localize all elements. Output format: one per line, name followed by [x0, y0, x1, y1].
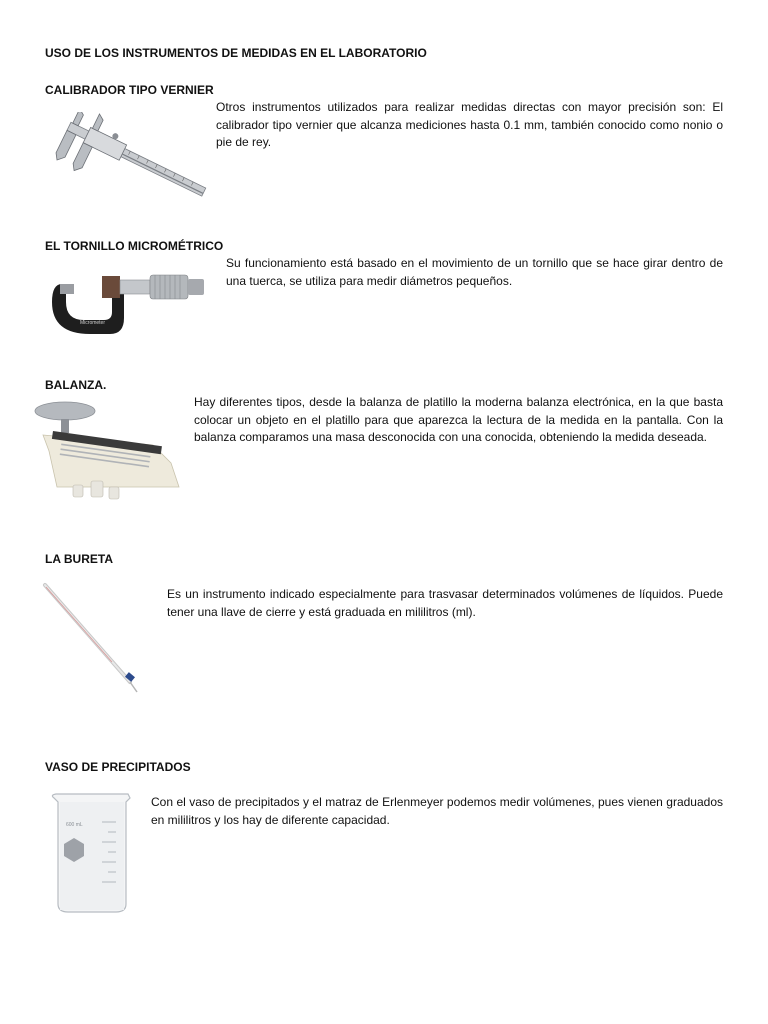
section-heading-burette: LA BURETA — [45, 552, 113, 566]
section-heading-vernier: CALIBRADOR TIPO VERNIER — [45, 83, 214, 97]
document-title: USO DE LOS INSTRUMENTOS DE MEDIDAS EN EL LABORATORIO — [45, 46, 427, 60]
section-heading-beaker: VASO DE PRECIPITADOS — [45, 760, 191, 774]
micrometer-image — [50, 262, 210, 342]
section-text-vernier: Otros instrumentos utilizados para realizar medidas directas con mayor precisión son: El calibrador tipo vernier que alcanza mediciones hasta 0.1 mm, también conocido como nonio o pie de rey. — [216, 100, 723, 149]
section-text-beaker: Con el vaso de precipitados y el matraz de Erlenmeyer podemos medir volúmenes, pues vienen graduados en mililitros y los hay de diferente capacidad. — [151, 795, 723, 827]
svg-text:600 mL: 600 mL — [66, 822, 83, 828]
vernier-caliper-image — [45, 112, 210, 217]
section-text-micrometer: Su funcionamiento está basado en el movimiento de un tornillo que se hace girar dentro de una tuerca, se utiliza para medir diámetros pequeños. — [226, 256, 723, 288]
section-text-balance: Hay diferentes tipos, desde la balanza de platillo la moderna balanza electrónica, en la que basta colocar un objeto en el platillo para que aparezca la lectura de la medida en la pantalla. Con la balanza comparamos una masa desconocida con una conocida, obteniendo la medida deseada. — [194, 395, 723, 444]
section-heading-balance: BALANZA. — [45, 378, 107, 392]
svg-text:Micrometer: Micrometer — [80, 320, 106, 326]
beaker-image — [50, 792, 135, 917]
section-heading-micrometer: EL TORNILLO MICROMÉTRICO — [45, 239, 224, 253]
burette-image — [42, 582, 142, 697]
section-text-burette: Es un instrumento indicado especialmente para trasvasar determinados volúmenes de líquidos. Puede tener una llave de cierre y está graduada en mililitros (ml). — [167, 587, 723, 619]
balance-image — [33, 393, 183, 503]
